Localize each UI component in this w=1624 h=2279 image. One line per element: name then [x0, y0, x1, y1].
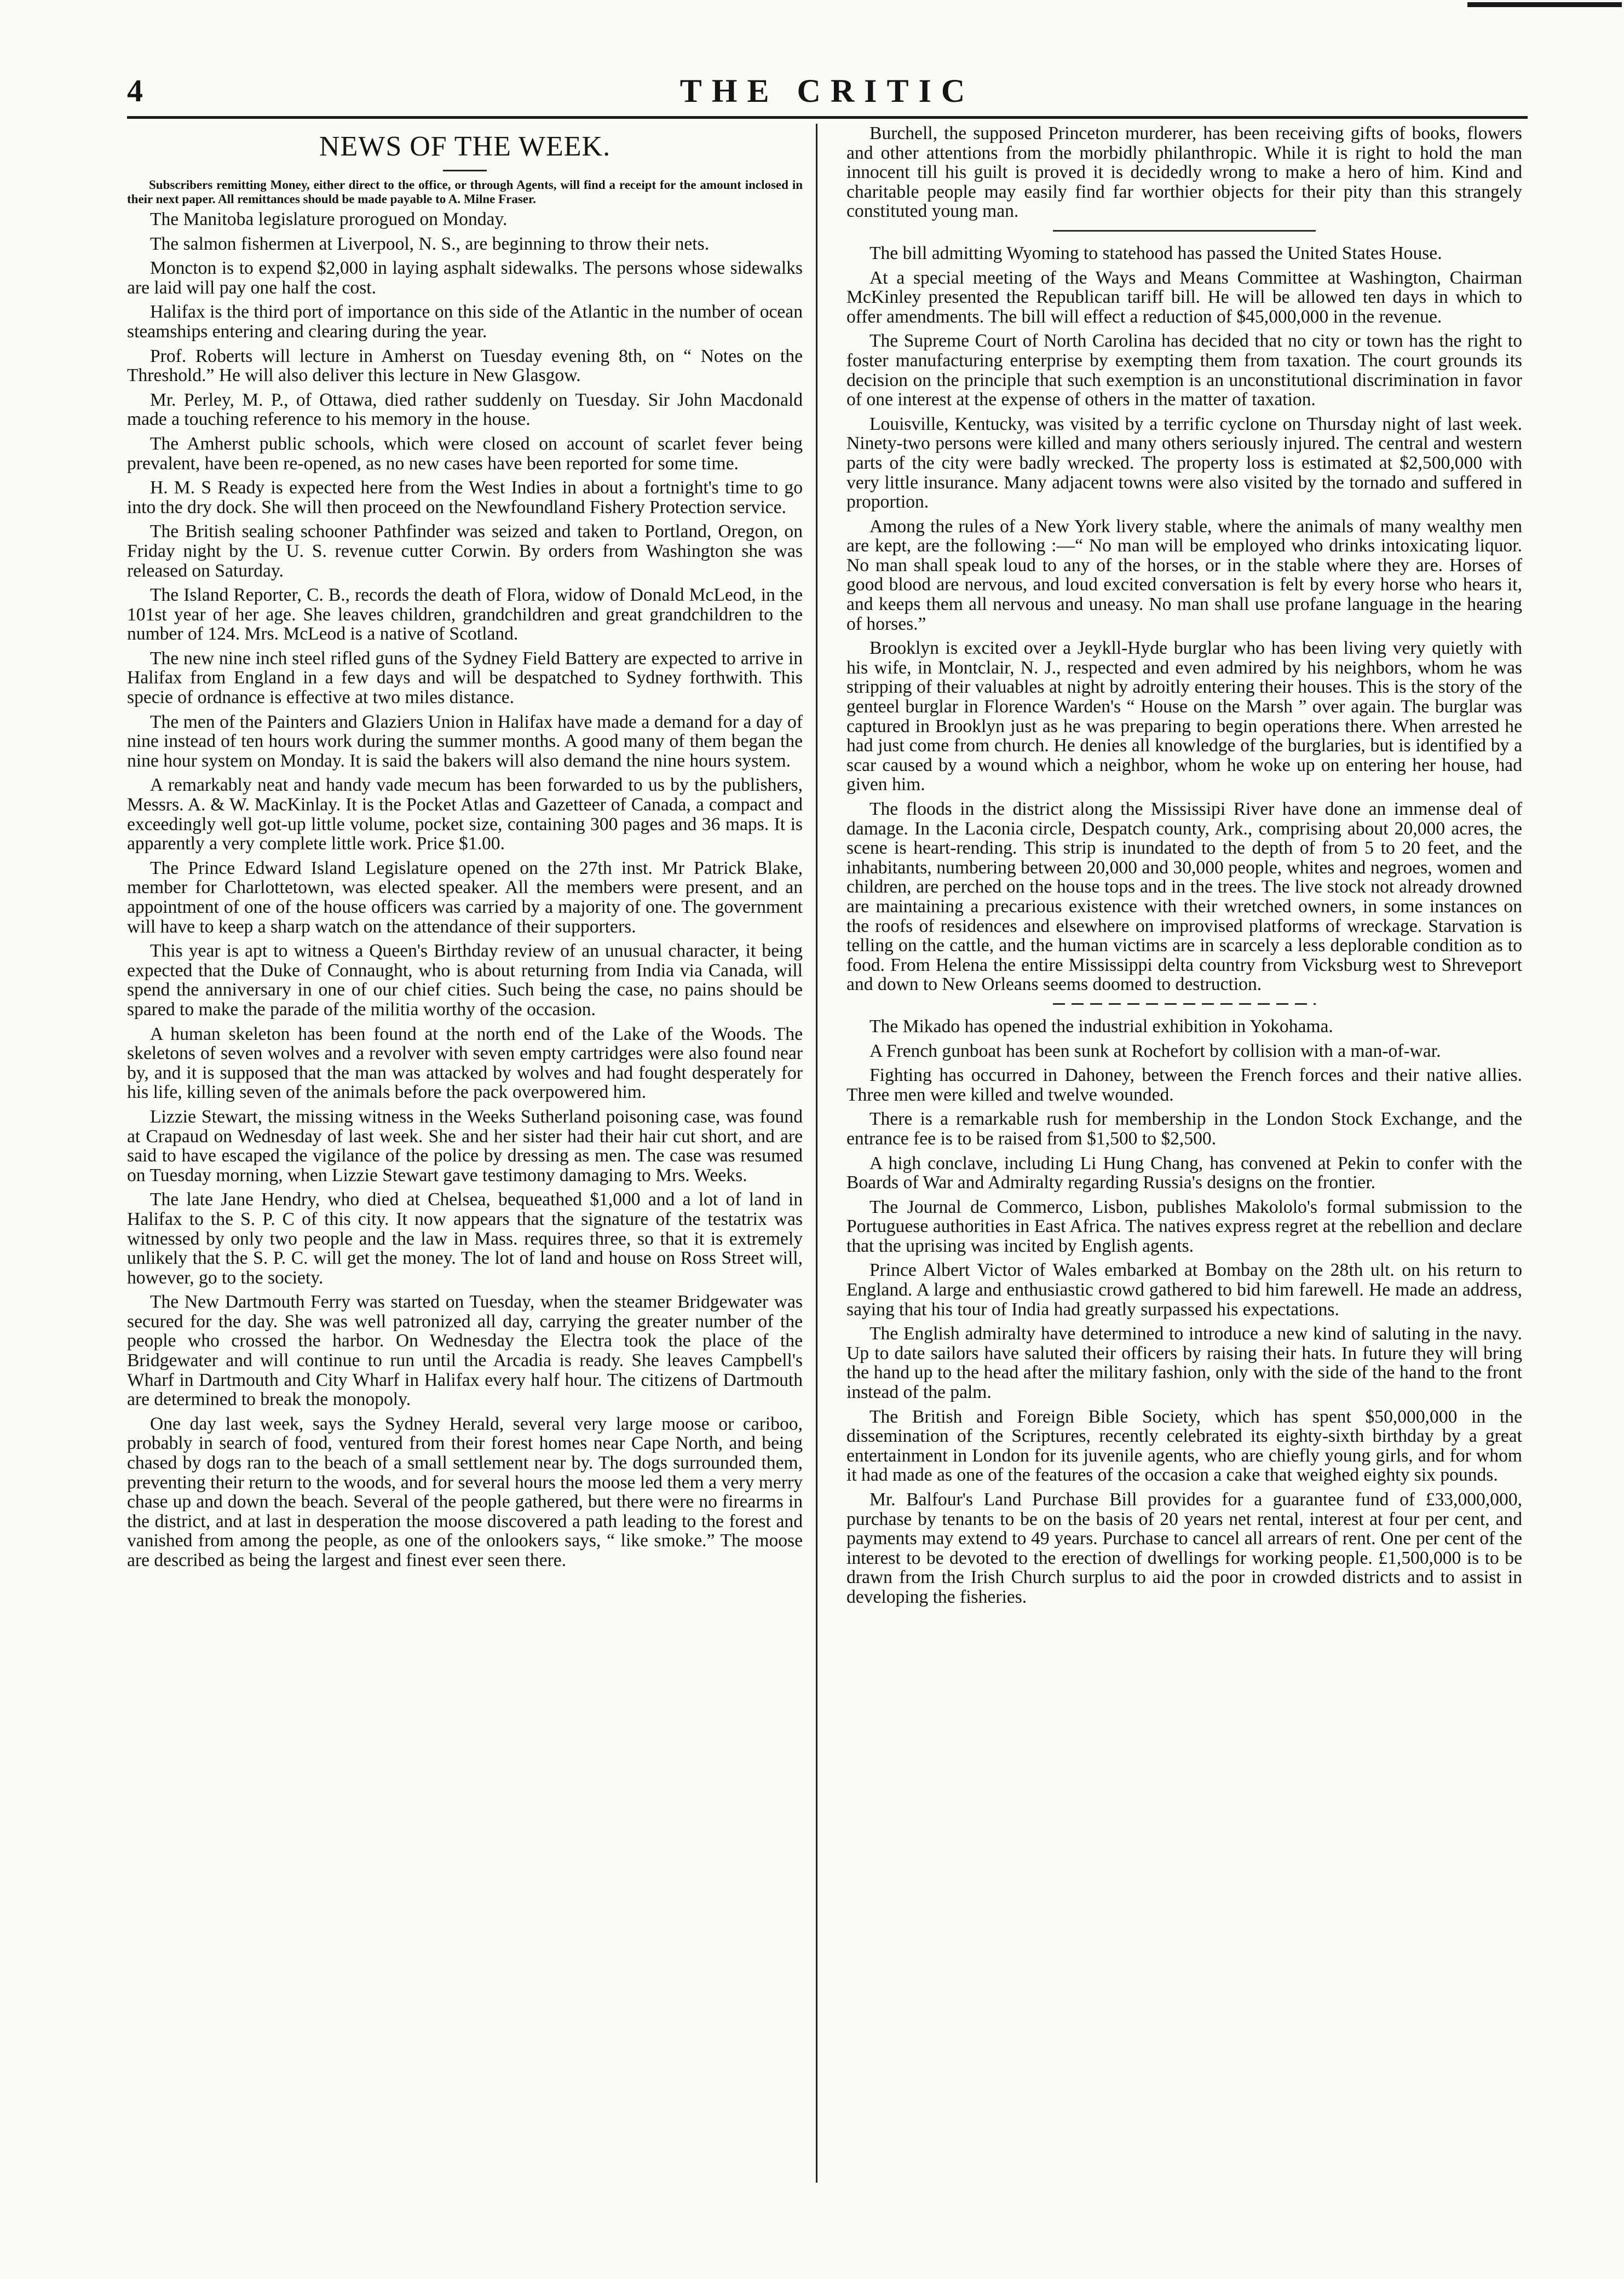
news-item: Louisville, Kentucky, was visited by a terrific cyclone on Thursday night of last week. Ninety-two persons were killed and many others seriously injured. The central and western parts of the city were badly wrecked. The property loss is estimated at $2,500,000 with very little insurance. Many adjacent towns were also visited by the tornado and suffered in proportion. — [846, 413, 1522, 513]
news-item: The Supreme Court of North Carolina has decided that no city or town has the right to foster manufacturing enterprise by exempting them from taxation. The court grounds its decision on the principle that such exemption is an unconstitutional discrimination in favor of one interest at the expense of others in the matter of taxation. — [846, 331, 1522, 410]
news-item: A remarkably neat and handy vade mecum has been forwarded to us by the publishers, Messrs. A. & W. MacKinlay. It is the Pocket Atlas and Gazetteer of Canada, a compact and exceedingly well got-up little volume, pocket size, containing 300 pages and 36 maps. It is apparently a very complete little work. Price $1.00. — [127, 775, 803, 854]
news-item: Mr. Perley, M. P., of Ottawa, died rather suddenly on Tuesday. Sir John Macdonald made a touching reference to his memory in the house. — [127, 389, 803, 430]
left-news-list — [127, 210, 803, 1570]
subscriber-notice: Subscribers remitting Money, either direct to the office, or through Agents, will find a receipt for the amount inclosed in their next paper. All remittances should be made payable to A. Milne Fraser. — [127, 178, 803, 206]
news-item: There is a remarkable rush for membership in the London Stock Exchange, and the entrance fee is to be raised from $1,500 to $2,500. — [846, 1109, 1522, 1149]
news-item: Moncton is to expend $2,000 in laying asphalt sidewalks. The persons whose sidewalks are laid will pay one half the cost. — [127, 258, 803, 298]
news-item: A French gunboat has been sunk at Rochefort by collision with a man-of-war. — [869, 1040, 1441, 1061]
section-divider — [1053, 230, 1316, 232]
column-divider — [816, 124, 817, 2183]
top-corner-rule — [1467, 2, 1622, 7]
news-item: The bill admitting Wyoming to statehood has passed the United States House. — [869, 243, 1442, 263]
news-item: The men of the Painters and Glaziers Union in Halifax have made a demand for a day of nine instead of ten hours work during the summer months. A good many of them began the nine hour system on Monday. It is said the bakers will also demand the nine hours system. — [127, 711, 803, 771]
news-item: H. M. S Ready is expected here from the West Indies in about a fortnight's time to go into the dry dock. She will then proceed on the Newfoundland Fishery Protection service. — [127, 477, 803, 517]
news-item: One day last week, says the Sydney Herald, several very large moose or cariboo, probably in search of food, ventured from their forest homes near Cape North, and being chased by dogs ran to the beach of a small settlement near by. The dogs surrounded them, preventing their return to the woods, and for several hours the moose led them a very merry chase up and down the beach. Several of the people gathered, but there were no firearms in the district, and at last in desperation the moose discovered a path leading to the forest and vanished from among the people, as one of the onlookers says, “ like smoke.” The moose are described as being the largest and finest ever seen there. — [127, 1413, 803, 1570]
news-item: The British sealing schooner Pathfinder was seized and taken to Portland, Oregon, on Friday night by the U. S. revenue cutter Corwin. By orders from Washington she was released on Saturday. — [127, 521, 803, 581]
newspaper-title: THE CRITIC — [679, 73, 975, 109]
heading-rule — [443, 170, 487, 171]
news-item: Fighting has occurred in Dahoney, between the French forces and their native allies. Three men were killed and twelve wounded. — [846, 1065, 1522, 1105]
news-item: The Manitoba legislature prorogued on Monday. — [150, 209, 508, 229]
news-item: A high conclave, including Li Hung Chang, has convened at Pekin to confer with the Boards of War and Admiralty regarding Russia's designs on the frontier. — [846, 1153, 1522, 1193]
left-column — [127, 124, 803, 2183]
news-item: The English admiralty have determined to introduce a new kind of saluting in the navy. Up to date sailors have saluted their officers by raising their hats. In future they will bring the hand up to the head after the military fashion, only with the side of the hand to the front instead of the palm. — [846, 1323, 1522, 1403]
news-item: The British and Foreign Bible Society, which has spent $50,000,000 in the dissemination of the Scriptures, recently celebrated its eighty-sixth birthday by a great entertainment in London for its juvenile agents, who are chiefly young girls, and for whom it had made as one of the features of the occasion a cake that weighed eighty six pounds. — [846, 1406, 1522, 1486]
masthead — [127, 72, 1528, 110]
news-item: Mr. Balfour's Land Purchase Bill provides for a guarantee fund of £33,000,000, purchase by tenants to be on the basis of 20 years net rental, interest at four per cent, and payments may extend to 49 years. Purchase to cancel all arrears of rent. One per cent of the interest to be devoted to the erection of dwellings for working people. £1,500,000 is to be drawn from the Irish Church surplus to aid the poor in crowded districts and to assist in developing the fisheries. — [846, 1489, 1522, 1607]
news-item: The floods in the district along the Mississipi River have done an immense deal of damage. In the Laconia circle, Despatch county, Ark., comprising about 20,000 acres, the scene is heart-rending. This strip is inundated to the depth of from 5 to 20 feet, and the inhabitants, numbering between 20,000 and 30,000 people, whites and negroes, women and children, are perched on the house tops and in the trees. The live stock not already drowned are maintaining a precarious existence with their wretched owners, in some instances on the roofs of residences and elsewhere on improvised platforms of wreckage. Starvation is telling on the cattle, and the human victims are in scarcely a less deplorable condition as to food. From Helena the entire Mississippi delta country from Vicksburg west to Shreveport and down to New Orleans seems doomed to destruction. — [846, 799, 1522, 995]
news-item: The Island Reporter, C. B., records the death of Flora, widow of Donald McLeod, in the 101st year of her age. She leaves children, grandchildren and great grandchildren to the number of 124. Mrs. McLeod is a native of Scotland. — [127, 585, 803, 644]
news-item: Lizzie Stewart, the missing witness in the Weeks Sutherland poisoning case, was found at Crapaud on Wednesday of last week. She and her sister had their hair cut short, and are said to have escaped the vigilance of the police by dressing as men. The case was resumed on Tuesday morning, when Lizzie Stewart gave testimony damaging to Mrs. Weeks. — [127, 1106, 803, 1185]
section-divider-dashed — [1053, 1003, 1316, 1005]
news-item: The Mikado has opened the industrial exhibition in Yokohama. — [869, 1016, 1333, 1037]
news-item: Prof. Roberts will lecture in Amherst on Tuesday evening 8th, on “ Notes on the Threshold.” He will also deliver this lecture in New Glasgow. — [127, 346, 803, 386]
news-item: The Amherst public schools, which were closed on account of scarlet fever being prevalent, have been re-opened, as no new cases have been reported for some time. — [127, 433, 803, 474]
news-item: The New Dartmouth Ferry was started on Tuesday, when the steamer Bridgewater was secured for the day. She was well patronized all day, carrying the greater number of the people who crossed the harbor. On Wednesday the Electra took the place of the Bridgewater and will continue to run until the Arcadia is ready. She leaves Campbell's Wharf in Dartmouth and City Wharf in Halifax every half hour. The citizens of Dartmouth are determined to break the monopoly. — [127, 1292, 803, 1410]
masthead-rule — [127, 116, 1528, 119]
news-item: At a special meeting of the Ways and Means Committee at Washington, Chairman McKinley presented the Republican tariff bill. He will be allowed ten days in which to offer amendments. The bill will effect a reduction of $45,000,000 in the revenue. — [846, 267, 1522, 327]
right-news-list-a — [846, 124, 1522, 221]
page-number: 4 — [127, 73, 143, 108]
section-heading: NEWS OF THE WEEK. — [319, 131, 611, 162]
right-column — [846, 124, 1522, 2183]
right-news-list-b — [846, 244, 1522, 994]
news-item: Prince Albert Victor of Wales embarked at Bombay on the 28th ult. on his return to England. A large and enthusiastic crowd gathered to bid him farewell. He made an address, saying that his tour of India had greatly surpassed his expectations. — [846, 1260, 1522, 1320]
news-item: A human skeleton has been found at the north end of the Lake of the Woods. The skeletons of seven wolves and a revolver with seven empty cartridges were also found near by, and it is supposed that the man was attacked by wolves and had fought desperately for his life, killing seven of the animals before the pack overpowered him. — [127, 1023, 803, 1103]
news-item: The Prince Edward Island Legislature opened on the 27th inst. Mr Patrick Blake, member for Charlottetown, was elected speaker. All the members were present, and an appointment of one of the house officers was carried by a majority of one. The government will have to keep a sharp watch on the attendance of their supporters. — [127, 857, 803, 937]
news-item: Brooklyn is excited over a Jeykll-Hyde burglar who has been living very quietly with his wife, in Montclair, N. J., respected and even admired by his neighbors, whom he was stripping of their valuables at night by adroitly entering their houses. This is the story of the genteel burglar in Florence Warden's “ House on the Marsh ” over again. The burglar was captured in Brooklyn just as he was preparing to begin operations there. When arrested he had just come from church. He denies all knowledge of the burglaries, but is identified by a scar caused by a wound which a neighbor, whom he woke up on entering her house, had given him. — [846, 638, 1522, 795]
news-item: The new nine inch steel rifled guns of the Sydney Field Battery are expected to arrive in Halifax from England in a few days and will be despatched to Sydney forthwith. This specie of ordnance is effective at two miles distance. — [127, 648, 803, 708]
news-item: The late Jane Hendry, who died at Chelsea, bequeathed $1,000 and a lot of land in Halifax to the S. P. C of this city. It now appears that the signature of the testatrix was witnessed by only two people and the law in Mass. requires three, so that it is extremely unlikely that the S. P. C. will get the money. The lot of land and house on Ross Street will, however, go to the society. — [127, 1189, 803, 1288]
news-item: Halifax is the third port of importance on this side of the Atlantic in the number of ocean steamships entering and clearing during the year. — [127, 302, 803, 342]
news-item: The Journal de Commerco, Lisbon, publishes Makololo's formal submission to the Portuguese authorities in East Africa. The natives express regret at the rebellion and declare that the uprising was incited by English agents. — [846, 1196, 1522, 1256]
news-item: Burchell, the supposed Princeton murderer, has been receiving gifts of books, flowers and other attentions from the morbidly philanthropic. While it is right to hold the man innocent till his guilt is proved it is decidedly wrong to make a hero of him. Kind and charitable people may easily find far worthier objects for their pity than this strangely constituted young man. — [846, 124, 1522, 222]
news-item: The salmon fishermen at Liverpool, N. S., are beginning to throw their nets. — [150, 233, 710, 254]
news-item: Among the rules of a New York livery stable, where the animals of many wealthy men are kept, are the following :—“ No man will be employed who drinks intoxicating liquor. No man shall speak loud to any of the horses, or in the stable where they are. Horses of good blood are nervous, and loud excited conversation is felt by every horse who hears it, and keeps them all nervous and uneasy. No man shall use profane language in the hearing of horses.” — [846, 516, 1522, 634]
news-item: This year is apt to witness a Queen's Birthday review of an unusual character, it being expected that the Duke of Connaught, who is about returning from India via Canada, will spend the anniversary in one of our chief cities. Such being the case, no pains should be spared to make the parade of the militia worthy of the occasion. — [127, 941, 803, 1020]
right-news-list-c — [846, 1017, 1522, 1607]
